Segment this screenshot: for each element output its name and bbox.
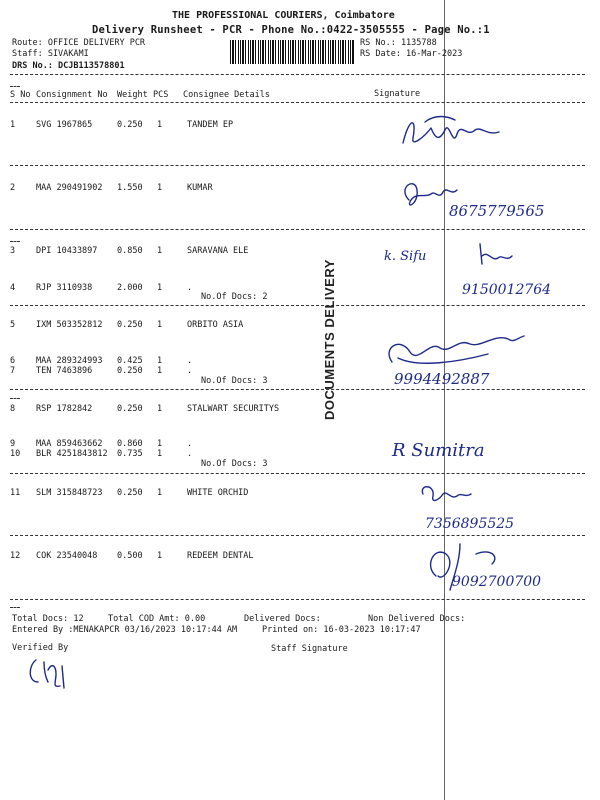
- handwritten-name: R Sumitra: [392, 440, 485, 461]
- row-pcs: 1: [157, 449, 163, 459]
- row-consignee: KUMAR: [187, 183, 213, 193]
- handwritten-phone: 9994492887: [394, 370, 490, 388]
- total-cod: Total COD Amt: 0.00: [108, 614, 206, 624]
- row-weight: 0.250: [117, 488, 143, 498]
- row-weight: 0.425: [117, 356, 143, 366]
- row-sno: 12: [10, 551, 21, 561]
- row-weight: 0.250: [117, 366, 143, 376]
- row-consignee: WHITE ORCHID: [187, 488, 249, 498]
- col-sno: S No: [10, 90, 31, 100]
- row-weight: 0.500: [117, 551, 143, 561]
- divider: [10, 229, 585, 230]
- rs-date: RS Date: 16-Mar-2023: [360, 49, 463, 59]
- row-sno: 9: [10, 439, 16, 449]
- signature-9: [388, 420, 508, 470]
- row-pcs: 1: [157, 120, 163, 130]
- staff-label: Staff: SIVAKAMI: [12, 49, 89, 59]
- row-pcs: 1: [157, 356, 163, 366]
- row-consignee: .: [187, 356, 193, 366]
- signature-11: [415, 480, 575, 534]
- col-consignment: Consignment No: [36, 90, 108, 100]
- divider: [10, 241, 20, 242]
- row-consignee: ORBITO ASIA: [187, 320, 244, 330]
- divider: [10, 74, 585, 75]
- row-consignment: MAA 289324993: [36, 356, 103, 366]
- rs-number: RS No.: 1135788: [360, 38, 437, 48]
- company-title: THE PROFESSIONAL COURIERS, Coimbatore: [172, 10, 395, 21]
- entered-by: Entered By :MENAKAPCR 03/16/2023 10:17:44 AM: [12, 625, 238, 635]
- row-sno: 1: [10, 120, 16, 130]
- divider: [10, 305, 585, 306]
- row-pcs: 1: [157, 439, 163, 449]
- signature-3: [380, 232, 585, 302]
- row-consignee: REDEEM DENTAL: [187, 551, 254, 561]
- row-consignee: .: [187, 283, 193, 293]
- row-consignment: SLM 315848723: [36, 488, 103, 498]
- docs-count: No.Of Docs: 2: [201, 292, 268, 302]
- row-sno: 3: [10, 246, 16, 256]
- row-sno: 11: [10, 488, 21, 498]
- row-pcs: 1: [157, 404, 163, 414]
- row-consignee: .: [187, 439, 193, 449]
- verifier-signature: [24, 652, 74, 692]
- row-weight: 0.735: [117, 449, 143, 459]
- handwritten-phone: 7356895525: [425, 516, 515, 532]
- docs-count: No.Of Docs: 3: [201, 459, 268, 469]
- row-pcs: 1: [157, 366, 163, 376]
- row-consignment: IXM 503352812: [36, 320, 103, 330]
- row-pcs: 1: [157, 551, 163, 561]
- row-sno: 2: [10, 183, 16, 193]
- divider: [10, 102, 585, 103]
- row-consignee: .: [187, 366, 193, 376]
- docs-count: No.Of Docs: 3: [201, 376, 268, 386]
- handwritten-phone: 9092700700: [452, 574, 542, 590]
- barcode: [230, 40, 354, 64]
- col-consignee: Consignee Details: [183, 90, 270, 100]
- row-weight: 0.250: [117, 120, 143, 130]
- divider: [10, 599, 585, 600]
- divider: [10, 473, 585, 474]
- col-signature: Signature: [374, 89, 421, 99]
- printed-on: Printed on: 16-03-2023 10:17:47: [262, 625, 421, 635]
- divider: [10, 86, 20, 87]
- row-consignment: MAA 859463662: [36, 439, 103, 449]
- total-docs: Total Docs: 12: [12, 614, 84, 624]
- delivered-docs: Delivered Docs:: [244, 614, 321, 624]
- row-sno: 8: [10, 404, 16, 414]
- signature-2: [395, 170, 570, 228]
- row-consignment: BLR 4251843812: [36, 449, 108, 459]
- divider: [10, 165, 585, 166]
- route-label: Route: OFFICE DELIVERY PCR: [12, 38, 146, 48]
- signature-12: [420, 536, 585, 596]
- row-weight: 2.000: [117, 283, 143, 293]
- row-sno: 10: [10, 449, 21, 459]
- row-pcs: 1: [157, 283, 163, 293]
- signature-5: [378, 318, 528, 390]
- row-sno: 4: [10, 283, 16, 293]
- runsheet-title: Delivery Runsheet - PCR - Phone No.:0422-3505555 - Page No.:1: [92, 24, 490, 36]
- row-sno: 6: [10, 356, 16, 366]
- row-weight: 0.250: [117, 404, 143, 414]
- row-consignment: COK 23540048: [36, 551, 98, 561]
- row-consignee: TANDEM EP: [187, 120, 234, 130]
- handwritten-name: k. Sifu: [384, 249, 427, 264]
- col-weight: Weight: [117, 90, 148, 100]
- row-consignee: .: [187, 449, 193, 459]
- row-pcs: 1: [157, 320, 163, 330]
- non-delivered-docs: Non Delivered Docs:: [368, 614, 466, 624]
- row-pcs: 1: [157, 183, 163, 193]
- handwritten-phone: 9150012764: [462, 282, 552, 298]
- row-pcs: 1: [157, 246, 163, 256]
- row-consignee: STALWART SECURITYS: [187, 404, 280, 414]
- row-consignment: SVG 1967865: [36, 120, 93, 130]
- row-consignment: RJP 3110938: [36, 283, 93, 293]
- divider: [10, 398, 20, 399]
- row-weight: 0.850: [117, 246, 143, 256]
- row-weight: 0.250: [117, 320, 143, 330]
- handwritten-phone: 8675779565: [449, 202, 545, 220]
- col-pcs: PCS: [153, 90, 169, 100]
- row-sno: 7: [10, 366, 16, 376]
- divider: [10, 607, 20, 608]
- verified-by: Verified By: [12, 643, 69, 653]
- row-pcs: 1: [157, 488, 163, 498]
- row-weight: 1.550: [117, 183, 143, 193]
- row-weight: 0.860: [117, 439, 143, 449]
- staff-signature-label: Staff Signature: [271, 644, 348, 654]
- documents-delivery-stamp: DOCUMENTS DELIVERY: [322, 259, 337, 420]
- row-consignment: TEN 7463896: [36, 366, 93, 376]
- drs-number: DRS No.: DCJB113578801: [12, 61, 125, 71]
- row-consignment: RSP 1782842: [36, 404, 93, 414]
- row-consignment: MAA 290491902: [36, 183, 103, 193]
- row-sno: 5: [10, 320, 16, 330]
- row-consignment: DPI 10433897: [36, 246, 98, 256]
- signature-1: [395, 108, 505, 160]
- row-consignee: SARAVANA ELE: [187, 246, 249, 256]
